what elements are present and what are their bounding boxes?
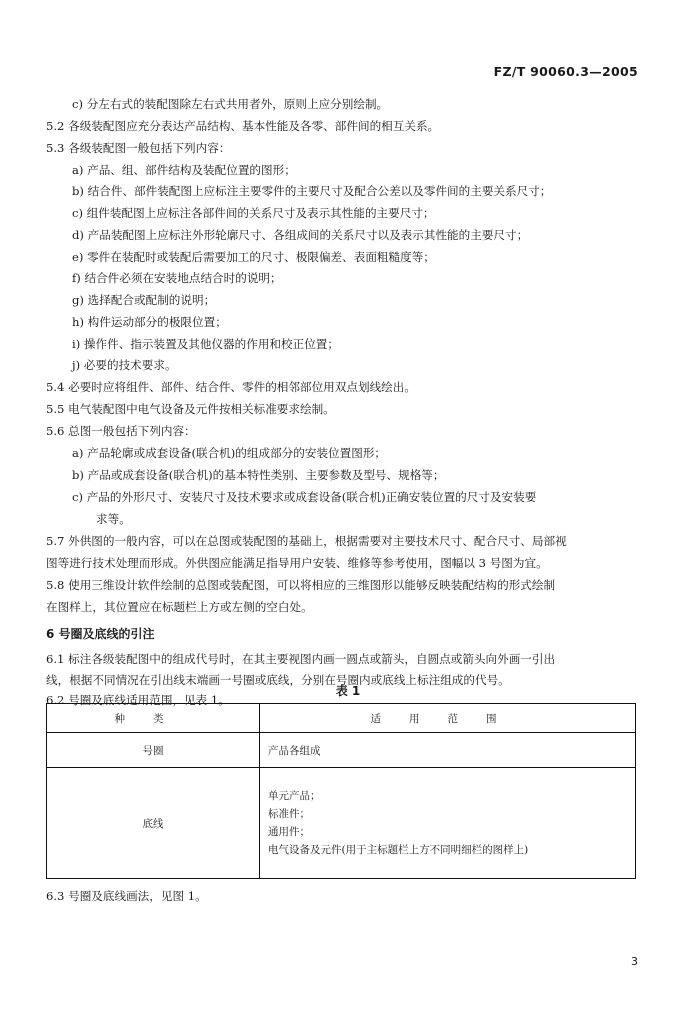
text-line: i) 操作件、指示装置及其他仪器的作用和校正位置； [72,337,339,351]
text-line: e) 零件在装配时或装配后需要加工的尺寸、极限偏差、表面粗糙度等； [72,250,435,264]
text-line: c) 组件装配图上应标注各部件间的关系尺寸及表示其性能的主要尺寸； [72,206,435,220]
text-line: 5.8 使用三维设计软件绘制的总图或装配图，可以将相应的三维图形以能够反映装配结构的形式绘制 [46,578,556,592]
text-line: 6.2 号圈及底线适用范围，见表 1。 [46,693,230,707]
text-line: b) 结合件、部件装配图上应标注主要零件的主要尺寸及配合公差以及零件间的主要关系尺寸； [72,184,552,198]
text-line: 5.7 外供图的一般内容，可以在总图或装配图的基础上，根据需要对主要技术尺寸、配合尺寸、局部视 [46,534,567,548]
text-line: 线，根据不同情况在引出线末端画一号圈或底线，分别在号圈内或底线上标注组成的代号。 [46,673,510,687]
text-line: 在图样上，其位置应在标题栏上方或左侧的空白处。 [46,600,313,614]
section-heading: 6 号圈及底线的引注 [46,627,155,641]
text-line: 5.5 电气装配图中电气设备及元件按相关标准要求绘制。 [46,402,335,416]
scope-item: 标准件； [268,808,310,820]
cell-kind: 底线 [47,768,260,879]
scope-item: 单元产品； [268,790,321,802]
table-header-row [47,704,636,733]
text-line: c) 分左右式的装配图除左右式共用者外，原则上应分别绘制。 [72,97,389,111]
table-row [47,733,636,768]
scope-item: 电气设备及元件(用于主标题栏上方不同明细栏的图样上) [268,844,529,856]
text-line: c) 产品的外形尺寸、安装尺寸及技术要求或成套设备(联合机)正确安装位置的尺寸及安装要 [72,490,537,504]
cell-scope [260,768,636,879]
col-header-scope: 适用范围 [260,704,636,733]
text-line: 图等进行技术处理而形成。外供图应能满足指导用户安装、维修等参考使用，图幅以 3 号图为宜。 [46,556,548,570]
scope-item: 通用件； [268,826,310,838]
text-line: 6.3 号圈及底线画法，见图 1。 [46,889,207,903]
text-line: 6.1 标注各级装配图中的组成代号时，在其主要视图内画一圆点或箭头，自圆点或箭头向外画一引出 [46,652,556,666]
text-line: 5.3 各级装配图一般包括下列内容： [46,141,231,155]
cell-scope: 产品各组成 [260,733,636,768]
text-line: 5.6 总图一般包括下列内容： [46,424,196,438]
cell-kind: 号圈 [47,733,260,768]
text-line: 5.4 必要时应将组件、部件、结合件、零件的相邻部位用双点划线绘出。 [46,380,416,394]
page-number: 3 [631,955,638,968]
table-row [47,768,636,879]
text-line: d) 产品装配图上应标注外形轮廓尺寸、各组成间的关系尺寸以及表示其性能的主要尺寸； [72,228,529,242]
col-header-kind: 种类 [47,704,260,733]
text-line: h) 构件运动部分的极限位置； [72,315,227,329]
text-line: a) 产品轮廓或成套设备(联合机)的组成部分的安装位置图形； [72,446,387,460]
table-caption: 表 1 [335,684,361,698]
text-line: a) 产品、组、部件结构及装配位置的图形； [72,163,296,177]
text-line: j) 必要的技术要求。 [72,358,177,372]
text-line: 求等。 [96,512,131,526]
text-line: f) 结合件必须在安装地点结合时的说明； [72,271,282,285]
scope-table [46,703,636,879]
text-line: g) 选择配合或配制的说明； [72,293,216,307]
standard-code: FZ/T 90060.3—2005 [493,64,638,79]
text-line: b) 产品或成套设备(联合机)的基本特性类别、主要参数及型号、规格等； [72,468,445,482]
text-line: 5.2 各级装配图应充分表达产品结构、基本性能及各零、部件间的相互关系。 [46,119,440,133]
